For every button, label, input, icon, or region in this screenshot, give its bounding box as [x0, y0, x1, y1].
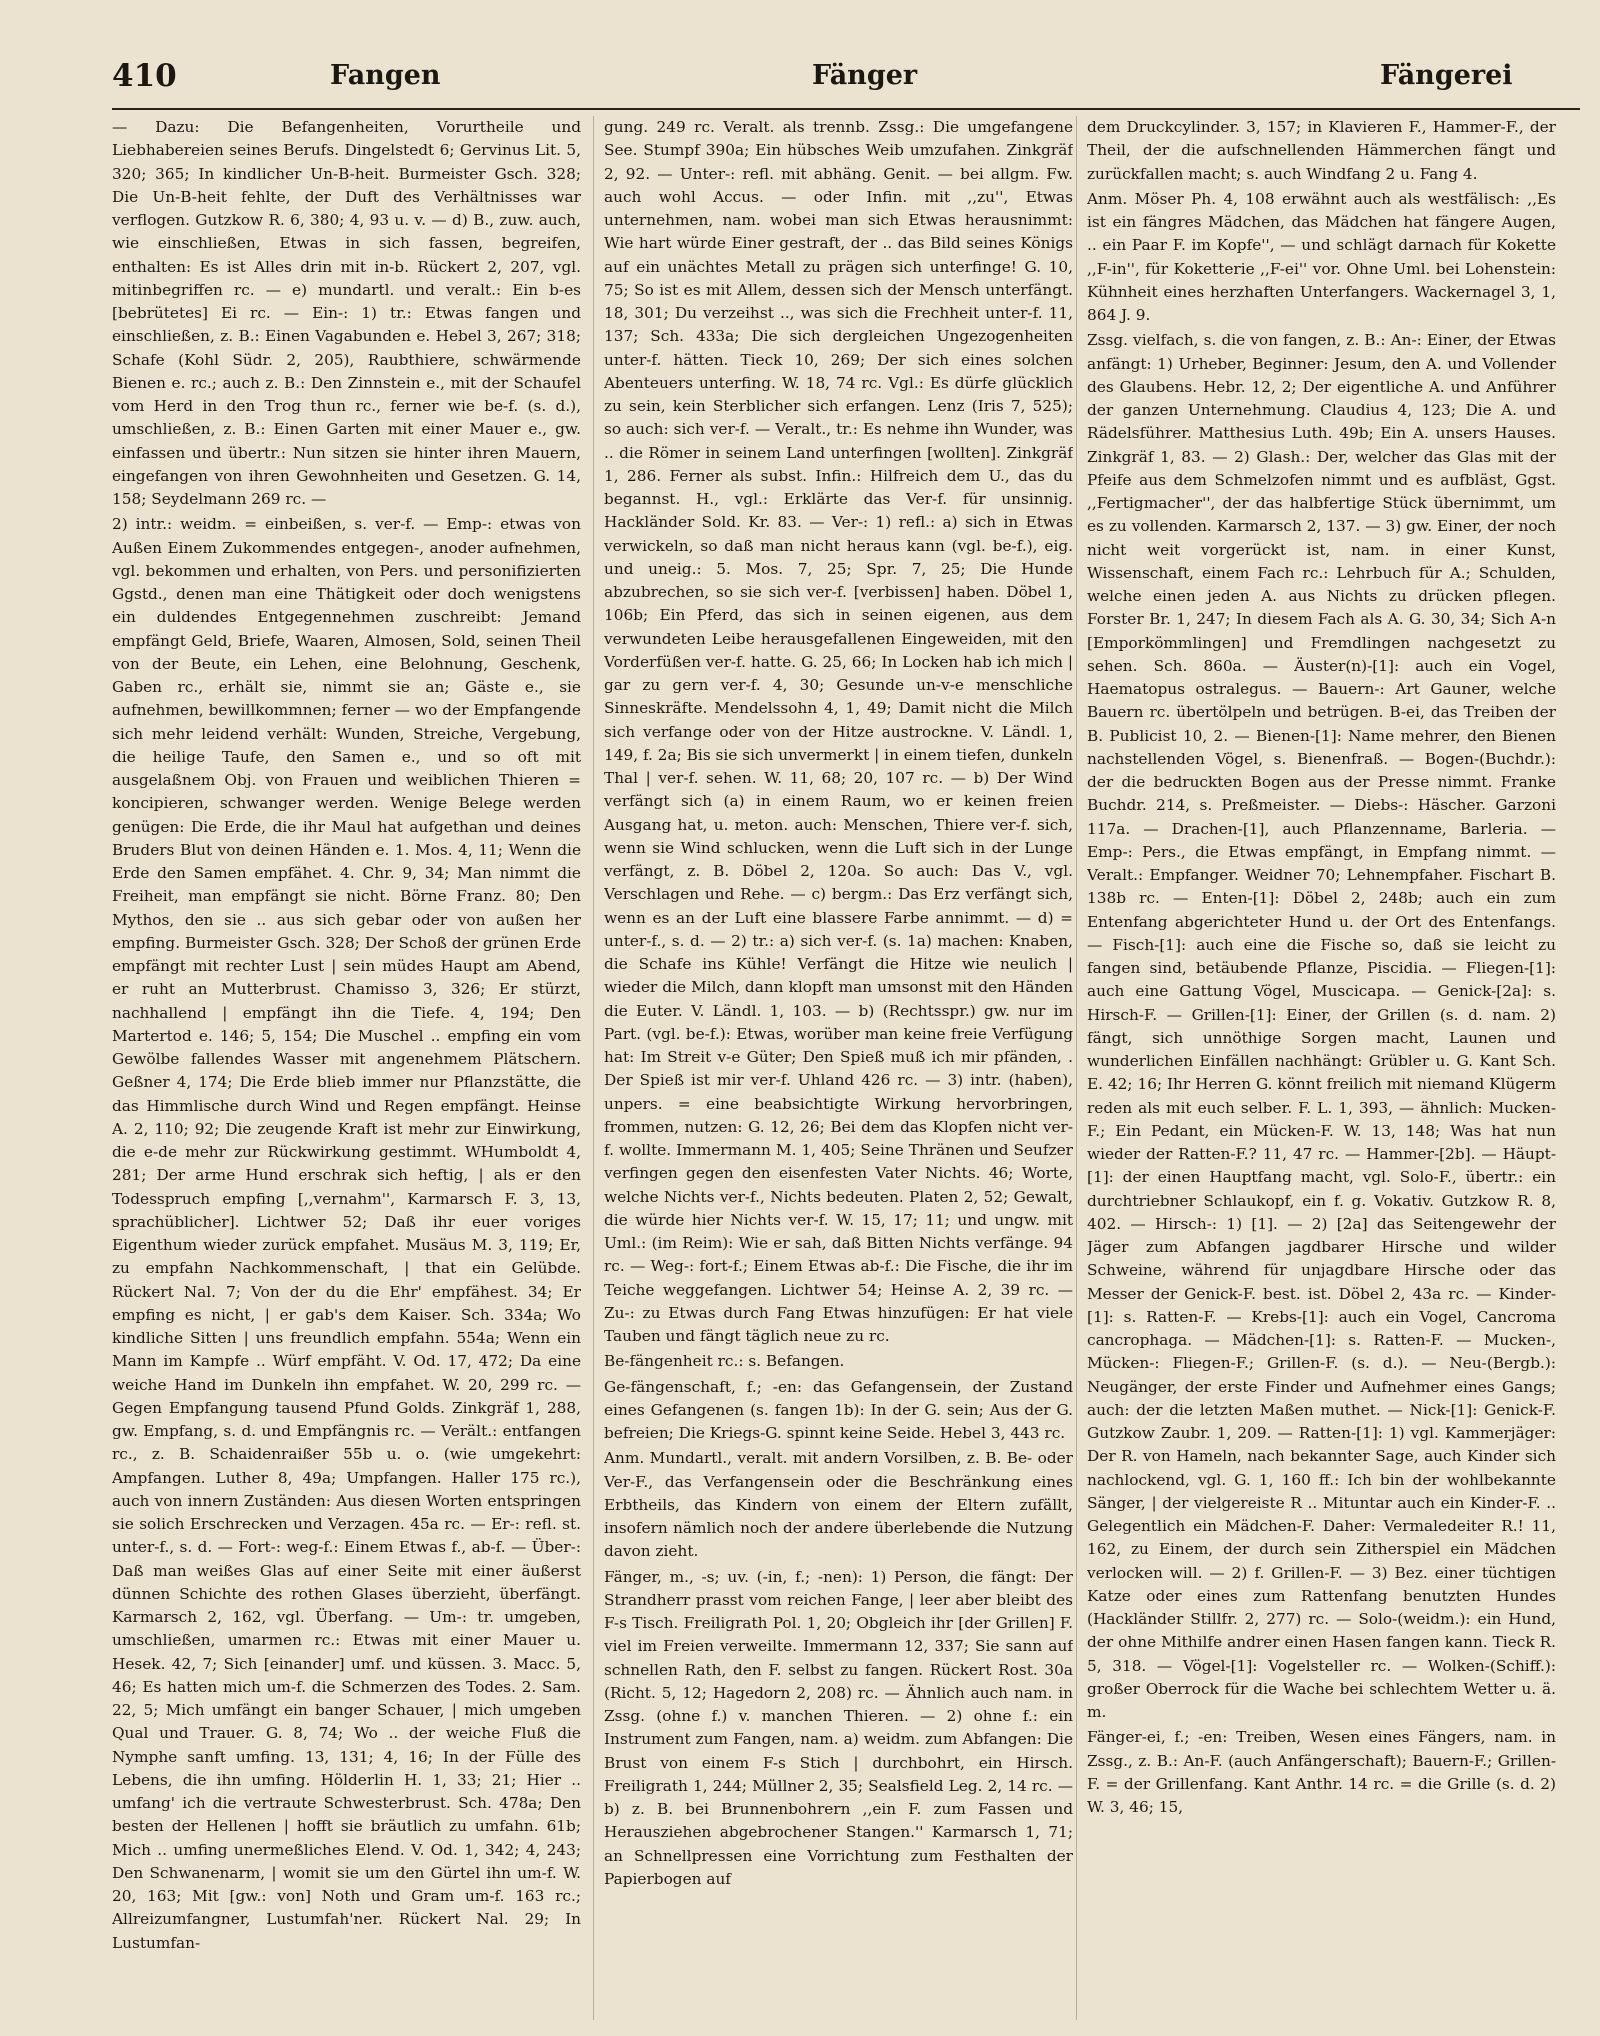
entry-paragraph: — Dazu: Die Befangenheiten, Vorurtheile und Liebhabereien seines Berufs. Dingelstedt 6; Gervinus Lit. 5, 320; 365; In kindlicher Un-B-heit. Burmeister Gsch. 328; Die Un-B-heit fehlte, der Duft des Verhältnisses war verflogen. Gutzkow R. 6, 380; 4, 93 u. v. — d) B., zuw. auch, wie einschließen, Etwas in sich fassen, begreifen, enthalten: Es ist Alles drin mit in-b. Rückert 2, 207, vgl. mitinbegriffen rc. — e) mundartl. und veralt.: Ein b-es [bebrütetes] Ei rc. — Ein-: 1) tr.: Etwas fangen und einschließen, z. B.: Einen Vagabunden e. Hebel 3, 267; 318; Schafe (Kohl Südr. 2, 205), Raubthiere, schwärmende Bienen e. rc.; auch z. B.: Den Zinnstein e., mit der Schaufel vom Herd in den Trog thun rc., ferner wie be-f. (s. d.), umschließen, z. B.: Einen Garten mit einer Mauer e., gw. einfassen und übertr.: Nun sitzen sie hinter ihren Mauern, eingefangen von ihren Gewohnheiten und Gesetzen. G. 14, 158; Seydelmann 269 rc. —: [112, 118, 581, 508]
headword-right: Fängerei: [1380, 60, 1513, 91]
headword-left: Fangen: [330, 60, 441, 91]
entry-paragraph: Anm. Möser Ph. 4, 108 erwähnt auch als westfälisch: ,,Es ist ein fängres Mädchen, das Mädchen hat fängere Augen, .. ein Paar F. im Kopfe'', — und schlägt darnach für Kokette ,,F-in'', für Koketterie ,,F-ei'' vor. Ohne Uml. bei Lohenstein: Kühnheit eines herzhaften Unterfangers. Wackernagel 3, 1, 864 J. 9.: [1087, 189, 1556, 324]
column-3: [1087, 116, 1556, 2020]
entry-paragraph: Ge-fängenschaft, f.; -en: das Gefangensein, der Zustand eines Gefangenen (s. fangen 1b): In der G. sein; Aus der G. befreien; Die Kriegs-G. spinnt keine Seide. Hebel 3, 443 rc.: [604, 1377, 1073, 1442]
entry-paragraph: dem Druckcylinder. 3, 157; in Klavieren F., Hammer-F., der Theil, der die aufschnellenden Hämmerchen fängt und zurückfallen macht; s. auch Windfang 2 u. Fang 4.: [1087, 118, 1556, 183]
entry-paragraph: Fänger, m., -s; uv. (-in, f.; -nen): 1) Person, die fängt: Der Strandherr prasst vom reichen Fange, | leer aber bleibt des F-s Tisch. Freiligrath Pol. 1, 20; Obgleich ihr [der Grillen] F. viel im Freien verweilte. Immermann 12, 337; Sie sann auf schnellen Rath, den F. selbst zu fangen. Rückert Rost. 30a (Richt. 5, 12; Hagedorn 2, 208) rc. — Ähnlich auch nam. in Zssg. (ohne f.) v. manchen Thieren. — 2) ohne f.: ein Instrument zum Fangen, nam. a) weidm. zum Abfangen: Die Brust von einem F-s Stich | durchbohrt, ein Hirsch. Freiligrath 1, 244; Müllner 2, 35; Sealsfield Leg. 2, 14 rc. — b) z. B. bei Brunnenbohrern ,,ein F. zum Fassen und Herausziehen abgebrochener Stangen.'' Karmarsch 1, 71; an Schnellpressen eine Vorrichtung zum Festhalten der Papierbogen auf: [604, 1567, 1073, 1888]
entry-paragraph: Be-fängenheit rc.: s. Befangen.: [604, 1352, 845, 1371]
column-1: [112, 116, 581, 2020]
column-divider: [1076, 116, 1077, 2020]
column-2: [604, 116, 1073, 2020]
header-rule: [112, 108, 1580, 110]
text-columns: [112, 116, 1580, 2020]
entry-paragraph: Fänger-ei, f.; -en: Treiben, Wesen eines Fängers, nam. in Zssg., z. B.: An-F. (auch Anfängerschaft); Bauern-F.; Grillen-F. = der Grillenfang. Kant Anthr. 14 rc. = die Grille (s. d. 2) W. 3, 46; 15,: [1087, 1728, 1556, 1816]
entry-paragraph: 2) intr.: weidm. = einbeißen, s. ver-f. — Emp-: etwas von Außen Einem Zukommendes entgegen-, anoder aufnehmen, vgl. bekommen und erhalten, von Pers. und personifizierten Ggstd., denen man eine Thätigkeit oder doch wenigstens ein duldendes Entgegennehmen zuschreibt: Jemand empfängt Geld, Briefe, Waaren, Almosen, Sold, seinen Theil von der Beute, ein Lehen, eine Belohnung, Geschenk, Gaben rc., erhält sie, nimmt sie an; Gäste e., sie aufnehmen, bewillkommnen; ferner — wo der Empfangende sich mehr leidend verhält: Wunden, Streiche, Vergebung, die heilige Taufe, den Samen e., und so oft mit ausgelaßnem Obj. von Frauen und weiblichen Thieren = koncipieren, schwanger werden. Wenige Belege werden genügen: Die Erde, die ihr Maul hat aufgethan und deines Bruders Blut von deinen Händen e. 1. Mos. 4, 11; Wenn die Erde den Samen empfähet. 4. Chr. 9, 34; Man nimmt die Freiheit, man empfängt sie nicht. Börne Franz. 80; Den Mythos, den sie .. aus sich gebar oder von außen her empfing. Burmeister Gsch. 328; Der Schoß der grünen Erde empfängt mit rechter Lust | sein müdes Haupt am Abend, er ruht an Mutterbrust. Chamisso 3, 326; Er stürzt, nachhallend | empfängt ihn die Tiefe. 4, 194; Den Martertod e. 146; 5, 154; Die Muschel .. empfing ein vom Gewölbe fallendes Wasser mit angenehmem Plätschern. Geßner 4, 174; Die Erde blieb immer nur Pflanzstätte, die das Himmlische durch Wind und Regen empfängt. Heinse A. 2, 110; 92; Die zeugende Kraft ist mehr zur Einwirkung, die e-de mehr zur Rückwirkung gestimmt. WHumboldt 4, 281; Der arme Hund erschrak sich heftig, | als er den Todesspruch empfing [,,vernahm'', Karmarsch F. 3, 13, sprachüblicher]. Lichtwer 52; Daß ihr euer voriges Eigenthum wieder zurück empfahet. Musäus M. 3, 119; Er, zu empfahn Nachkommenschaft, | that ein Gelübde. Rückert Nal. 7; Von der du die Ehr' empfähest. 34; Er empfing es nicht, | er gab's dem Kaiser. Sch. 334a; Wo kindliche Sitten | uns freundlich empfahn. 554a; Wenn ein Mann im Kampfe .. Würf empfäht. V. Od. 17, 472; Da eine weiche Hand im Dunkeln ihn empfahet. W. 20, 299 rc. — Gegen Empfangung tausend Pfund Golds. Zinkgräf 1, 288, gw. Empfang, s. d. und Empfängnis rc. — Verält.: entfangen rc., z. B. Schaidenraißer 55b u. o. (wie umgekehrt: Ampfangen. Luther 8, 49a; Umpfangen. Haller 175 rc.), auch von innern Zuständen: Aus diesen Worten entspringen sie solich Erschrecken und Verzagen. 45a rc. — Er-: refl. st. unter-f., s. d. — Fort-: weg-f.: Einem Etwas f., ab-f. — Über-: Daß man weißes Glas auf einer Seite mit einer äußerst dünnen Schichte des rothen Glases überzieht, überfängt. Karmarsch 2, 162, vgl. Überfang. — Um-: tr. umgeben, umschließen, umarmen rc.: Etwas mit einer Mauer u. Hesek. 42, 7; Sich [einander] umf. und küssen. 3. Macc. 5, 46; Es hatten mich um-f. die Schmerzen des Todes. 2. Sam. 22, 5; Mich umfängt ein banger Schauer, | mich umgeben Qual und Trauer. G. 8, 74; Wo .. der weiche Fluß die Nymphe sanft umfing. 13, 131; 4, 16; In der Fülle des Lebens, die ihn umfing. Hölderlin H. 1, 33; 21; Hier .. umfang' ich die vertraute Schwesterbrust. Sch. 478a; Den besten der Hellenen | hofft sie bräutlich zu umfahn. 61b; Mich .. umfing unermeßliches Elend. V. Od. 1, 342; 4, 243; Den Schwanenarm, | womit sie um den Gürtel ihn um-f. W. 20, 163; Mit [gw.: von] Noth und Gram um-f. 163 rc.; Allreizumfangner, Lustumfah'ner. Rückert Nal. 29; In Lustumfan-: [112, 515, 581, 1952]
page-header: [112, 58, 1580, 102]
headword-center: Fänger: [812, 60, 918, 91]
entry-paragraph: Zssg. vielfach, s. die von fangen, z. B.: An-: Einer, der Etwas anfängt: 1) Urheber, Beginner: Jesum, den A. und Vollender des Glaubens. Hebr. 12, 2; Der eigentliche A. und Anführer der ganzen Unternehmung. Claudius 4, 123; Die A. und Rädelsführer. Matthesius Luth. 49b; Ein A. unsers Hauses. Zinkgräf 1, 83. — 2) Glash.: Der, welcher das Glas mit der Pfeife aus dem Schmelzofen nimmt und es aufbläst, Ggst. ,,Fertigmacher'', der das halbfertige Stück übernimmt, um es zu vollenden. Karmarsch 2, 137. — 3) gw. Einer, der noch nicht weit vorgerückt ist, nam. in einer Kunst, Wissenschaft, einem Fach rc.: Lehrbuch für A.; Schulden, welche einen jeden A. aus Nichts zu drücken pflegen. Forster Br. 1, 247; In diesem Fach als A. G. 30, 34; Sich A-n [Emporkömmlingen] und Fremdlingen nachgesetzt zu sehen. Sch. 860a. — Äuster(n)-[1]: auch ein Vogel, Haematopus ostralegus. — Bauern-: Art Gauner, welche Bauern rc. übertölpeln und betrügen. B-ei, das Treiben der B. Publicist 10, 2. — Bienen-[1]: Name mehrer, den Bienen nachstellenden Vögel, s. Bienenfraß. — Bogen-(Buchdr.): der die bedruckten Bogen aus der Presse nimmt. Franke Buchdr. 214, s. Preßmeister. — Diebs-: Häscher. Garzoni 117a. — Drachen-[1], auch Pflanzenname, Barleria. — Emp-: Pers., die Etwas empfängt, in Empfang nimmt. — Veralt.: Empfanger. Weidner 70; Lehnempfaher. Fischart B. 138b rc. — Enten-[1]: Döbel 2, 248b; auch ein zum Entenfang abgerichteter Hund u. der Ort des Entenfangs. — Fisch-[1]: auch eine die Fische so, daß sie leicht zu fangen sind, betäubende Pflanze, Piscidia. — Fliegen-[1]: auch eine Gattung Vögel, Muscicapa. — Genick-[2a]: s. Hirsch-F. — Grillen-[1]: Einer, der Grillen (s. d. nam. 2) fängt, sich unnöthige Sorgen macht, Launen und wunderlichen Einfällen nachhängt: Grübler u. G. Kant Sch. E. 42; 16; Ihr Herren G. könnt freilich mit niemand Klügerm reden als mit euch selber. F. L. 1, 393, — ähnlich: Mucken-F.; Ein Pedant, ein Mücken-F. W. 13, 148; Was hat nun wieder der Ratten-F.? 11, 47 rc. — Hammer-[2b]. — Häupt-[1]: der einen Hauptfang macht, vgl. Solo-F., übertr.: ein durchtriebner Schlaukopf, ein f. g. Vokativ. Gutzkow R. 8, 402. — Hirsch-: 1) [1]. — 2) [2a] das Seitengewehr der Jäger zum Abfangen jagdbarer Hirsche und wilder Schweine, während für unjagdbare Hirsche oder das Messer der Genick-F. best. ist. Döbel 2, 43a rc. — Kinder-[1]: s. Ratten-F. — Krebs-[1]: auch ein Vogel, Cancroma cancrophaga. — Mädchen-[1]: s. Ratten-F. — Mucken-, Mücken-: Fliegen-F.; Grillen-F. (s. d.). — Neu-(Bergb.): Neugänger, der erste Finder und Aufnehmer eines Gangs; auch: der die letzten Maßen muthet. — Nick-[1]: Genick-F. Gutzkow Zaubr. 1, 209. — Ratten-[1]: 1) vgl. Kammerjäger: Der R. von Hameln, nach bekannter Sage, auch Kinder sich nachlockend, vgl. G. 1, 160 ff.: Ich bin der wohlbekannte Sänger, | der vielgereiste R .. Mituntar auch ein Kinder-F. .. Gelegentlich ein Mädchen-F. Daher: Vermaledeiter R.! 11, 162, zu Einem, der durch sein Zitherspiel ein Mädchen verlocken will. — 2) f. Grillen-F. — 3) Bez. einer tüchtigen Katze oder eines zum Rattenfang benutzten Hundes (Hackländer Stillfr. 2, 277) rc. — Solo-(weidm.): ein Hund, der ohne Mithilfe andrer einen Hasen fangen kann. Tieck R. 5, 318. — Vögel-[1]: Vogelsteller rc. — Wolken-(Schiff.): großer Oberrock für die Wache bei schlechtem Wetter u. ä. m.: [1087, 331, 1556, 1721]
page-number: 410: [112, 58, 177, 94]
entry-paragraph: gung. 249 rc. Veralt. als trennb. Zssg.: Die umgefangene See. Stumpf 390a; Ein hübsches Weib umzufahen. Zinkgräf 2, 92. — Unter-: refl. mit abhäng. Genit. — bei allgm. Fw. auch wohl Accus. — oder Infin. mit ,,zu'', Etwas unternehmen, nam. wobei man sich Etwas herausnimmt: Wie hart würde Einer gestraft, der .. das Bild seines Königs auf ein unächtes Metall zu prägen sich unterfinge! G. 10, 75; So ist es mit Allem, dessen sich der Mensch unterfängt. 18, 301; Du verzeihst .., was sich die Frechheit unter-f. 11, 137; Sch. 433a; Die sich dergleichen Ungezogenheiten unter-f. hätten. Tieck 10, 269; Der sich eines solchen Abenteuers unterfing. W. 18, 74 rc. Vgl.: Es dürfe glücklich zu sein, kein Sterblicher sich erfangen. Lenz (Iris 7, 525); so auch: sich ver-f. — Veralt., tr.: Es nehme ihn Wunder, was .. die Römer in seinem Land unterfingen [wollten]. Zinkgräf 1, 286. Ferner als subst. Infin.: Hilfreich dem U., das du begannst. H., vgl.: Erklärte das Ver-f. für unsinnig. Hackländer Sold. Kr. 83. — Ver-: 1) refl.: a) sich in Etwas verwickeln, so daß man nicht heraus kann (vgl. be-f.), eig. und uneig.: 5. Mos. 7, 25; Spr. 7, 25; Die Hunde abzubrechen, so sie sich ver-f. [verbissen] haben. Döbel 1, 106b; Ein Pferd, das sich in seinen eigenen, aus dem verwundeten Leibe herausgefallenen Eingeweiden, mit den Vorderfüßen ver-f. hatte. G. 25, 66; In Locken hab ich mich | gar zu gern ver-f. 4, 30; Gesunde un-v-e menschliche Sinneskräfte. Mendelssohn 4, 1, 49; Damit nicht die Milch sich verfange oder von der Hitze austrockne. V. Ländl. 1, 149, f. 2a; Bis sie sich unvermerkt | in einem tiefen, dunkeln Thal | ver-f. sehen. W. 11, 68; 20, 107 rc. — b) Der Wind verfängt sich (a) in einem Raum, wo er keinen freien Ausgang hat, u. meton. auch: Menschen, Thiere ver-f. sich, wenn sie Wind schlucken, wenn die Luft sich in der Lunge verfängt, z. B. Döbel 2, 120a. So auch: Das V., vgl. Verschlagen und Rehe. — c) bergm.: Das Erz verfängt sich, wenn es an der Luft eine blassere Farbe annimmt. — d) = unter-f., s. d. — 2) tr.: a) sich ver-f. (s. 1a) machen: Knaben, die Schafe ins Kühle! Verfängt die Hitze wie neulich | wieder die Milch, dann klopft man umsonst mit den Händen die Euter. V. Ländl. 1, 103. — b) (Rechtsspr.) gw. nur im Part. (vgl. be-f.): Etwas, worüber man keine freie Verfügung hat: Im Streit v-e Güter; Den Spieß muß ich mir pfänden, . Der Spieß ist mir ver-f. Uhland 426 rc. — 3) intr. (haben), unpers. = eine beabsichtigte Wirkung hervorbringen, frommen, nutzen: G. 12, 26; Bei dem das Klopfen nicht ver-f. wollte. Immermann M. 1, 405; Seine Thränen und Seufzer verfingen gegen den eisenfesten Vater Nichts. 46; Worte, welche Nichts ver-f., Nichts bedeuten. Platen 2, 52; Gewalt, die würde hier Nichts ver-f. W. 15, 17; 11; und ungw. mit Uml.: (im Reim): Wie er sah, daß Bitten Nichts verfänge. 94 rc. — Weg-: fort-f.; Einem Etwas ab-f.: Die Fische, die ihr im Teiche weggefangen. Lichtwer 54; Heinse A. 2, 39 rc. — Zu-: zu Etwas durch Fang Etwas hinzufügen: Er hat viele Tauben und fängt täglich neue zu rc.: [604, 118, 1073, 1345]
entry-paragraph: Anm. Mundartl., veralt. mit andern Vorsilben, z. B. Be- oder Ver-F., das Verfangensein oder die Beschränkung eines Erbtheils, das Kindern von einem der Eltern zufällt, insofern nämlich noch der andere überlebende die Nutzung davon zieht.: [604, 1449, 1073, 1561]
column-divider: [593, 116, 594, 2020]
